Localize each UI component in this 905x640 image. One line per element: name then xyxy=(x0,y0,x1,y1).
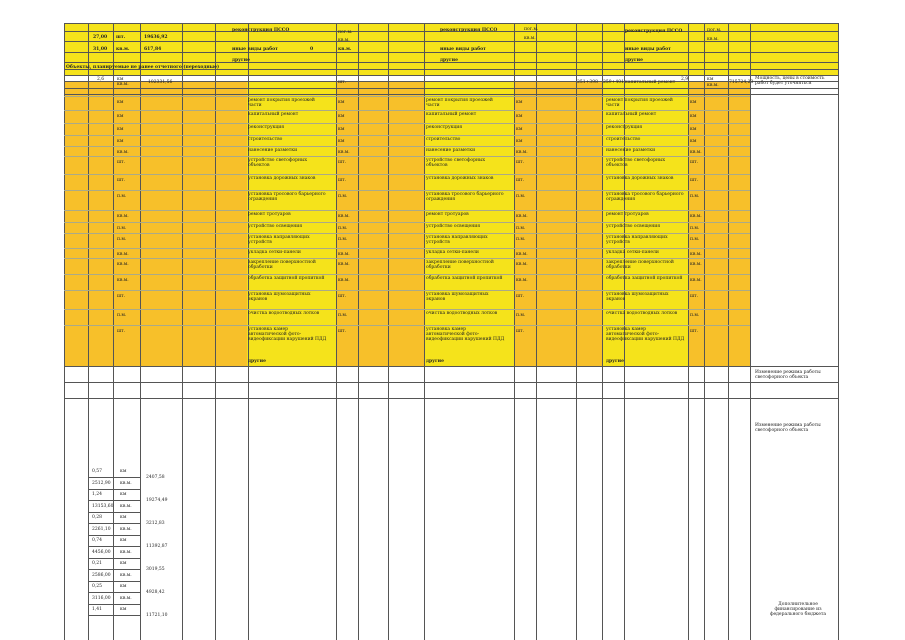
works-item-name: установка тросового барьерного ограждения xyxy=(426,192,504,202)
works-item-unit: км xyxy=(516,114,523,119)
works-left-unit: км xyxy=(117,100,124,105)
bottom-row-sep xyxy=(88,546,140,547)
works-item-unit: кв.м. xyxy=(338,262,350,267)
works-item-unit: кв.м. xyxy=(690,150,702,155)
grid-hline xyxy=(64,52,838,53)
works-item-name: нанесение разметки xyxy=(426,148,476,153)
grid-vline xyxy=(64,23,65,640)
works-left-unit: п.м. xyxy=(117,313,127,318)
works-item-name: реконструкция xyxy=(248,125,285,130)
works-item-unit: кв.м. xyxy=(690,278,702,283)
grid-vline xyxy=(358,23,359,640)
bottom-row-value: 4456,00 xyxy=(92,549,111,555)
bottom-row-cost: 4928,42 xyxy=(146,590,165,595)
bottom-row-value: 1,24 xyxy=(92,492,103,497)
grid-hline xyxy=(64,88,838,89)
grid-vline xyxy=(688,23,689,640)
works-row-sep xyxy=(64,190,750,191)
data-c5: 259+401 xyxy=(603,80,624,85)
row2-measure: 31,00 xyxy=(93,47,108,52)
works-item-unit: шт. xyxy=(690,294,699,299)
row2-work-a: иные виды работ xyxy=(232,47,278,52)
grid-hline xyxy=(64,23,838,24)
works-item-unit: п.м. xyxy=(338,237,348,242)
works-row-sep xyxy=(64,325,750,326)
bottom-row-value: 0,21 xyxy=(92,561,103,566)
bottom-row-unit: км xyxy=(120,538,127,543)
works-item-name: капитальный ремонт xyxy=(606,112,657,117)
works-item-unit: п.м. xyxy=(338,226,348,231)
works-item-unit: км xyxy=(338,139,345,144)
bottom-row-sep xyxy=(88,535,140,536)
bottom-row-value: 0,74 xyxy=(92,538,103,543)
bottom-row-sep xyxy=(88,581,140,582)
works-item-name: нанесение разметки xyxy=(248,148,298,153)
works-left-unit: п.м. xyxy=(117,237,127,242)
works-row-sep xyxy=(64,174,750,175)
works-item-unit: км xyxy=(690,114,697,119)
works-item-unit: км xyxy=(338,127,345,132)
works-item-unit: кв.м. xyxy=(338,214,350,219)
row1-unit-c2: кв.м. xyxy=(707,37,719,42)
works-item-name: капитальный ремонт xyxy=(248,112,299,117)
bottom-row-value: 0,57 xyxy=(92,469,103,474)
bottom-row-value: 0,25 xyxy=(92,584,103,589)
works-item-unit: кв.м. xyxy=(516,214,528,219)
works-item-name: установка камер автоматической фото-видеофиксации нарушений ПДД xyxy=(426,327,505,342)
works-left-unit: шт. xyxy=(117,160,126,165)
works-row-sep xyxy=(64,110,750,111)
data-c8: 715724,23 xyxy=(729,80,754,85)
bottom-row-sep xyxy=(88,489,140,490)
grid-vline xyxy=(88,23,89,640)
bottom-row-value: 13153,60 xyxy=(92,503,114,509)
row1-unit-b2: кв.м. xyxy=(524,36,536,41)
bottom-row-sep xyxy=(88,477,140,478)
works-item-unit: шт. xyxy=(516,178,525,183)
grid-hline xyxy=(64,366,838,367)
section-title: Объекты, планируемые не ранее отчетного (переходные) xyxy=(66,65,220,70)
works-left-unit: шт. xyxy=(117,178,126,183)
grid-vline xyxy=(336,23,337,640)
works-item-unit: шт. xyxy=(516,160,525,165)
works-row-sep xyxy=(64,248,750,249)
works-item-name: реконструкция xyxy=(606,125,643,130)
note-1: Изменение режима работы светофорного объекта xyxy=(755,370,821,380)
works-item-name: очистка водоотводных лотков xyxy=(606,311,678,316)
works-item-unit: шт. xyxy=(338,329,347,334)
bottom-row-sep xyxy=(88,558,140,559)
works-item-name: обработка защитной пропиткой xyxy=(606,276,683,281)
bottom-row-value: 2261,10 xyxy=(92,526,111,532)
works-item-unit: шт. xyxy=(690,178,699,183)
row3-other-a: другие xyxy=(232,58,250,63)
bottom-row-unit: кв.м. xyxy=(120,595,132,601)
works-row-sep xyxy=(64,146,750,147)
works-row-sep xyxy=(64,233,750,234)
grid-hline xyxy=(64,94,838,95)
works-item-unit: км xyxy=(690,139,697,144)
bottom-row-unit: км xyxy=(120,469,127,474)
works-item-unit: п.м. xyxy=(690,226,700,231)
works-item-unit: п.м. xyxy=(690,313,700,318)
works-row-sep xyxy=(64,309,750,310)
works-item-unit: кв.м. xyxy=(338,278,350,283)
grid-vline xyxy=(388,23,389,640)
data-c7: 2,9 xyxy=(681,77,689,82)
works-item-name: установка направляющих устройств xyxy=(606,235,668,245)
works-item-name: установка камер автоматической фото-видеофиксации нарушений ПДД xyxy=(248,327,327,342)
grid-vline xyxy=(750,23,751,640)
works-item-name: укладка сетки-панели xyxy=(248,250,301,255)
grid-hline xyxy=(64,81,838,82)
works-item-unit: км xyxy=(516,139,523,144)
works-item-name: установка тросового барьерного ограждения xyxy=(606,192,684,202)
works-item-name: установка дорожных знаков xyxy=(248,176,316,181)
works-item-name: установка дорожных знаков xyxy=(606,176,674,181)
works-item-unit: шт. xyxy=(690,160,699,165)
works-item-name: установка направляющих устройств xyxy=(426,235,488,245)
works-item-unit: км xyxy=(338,100,345,105)
works-item-unit: шт. xyxy=(338,294,347,299)
data-c1-unit2: кв.м. xyxy=(117,82,129,87)
bottom-row-value: 1,41 xyxy=(92,607,103,612)
bottom-row-sep xyxy=(88,569,140,570)
works-row-sep xyxy=(64,290,750,291)
data-c2: 102331,56 xyxy=(148,80,173,85)
works-left-unit: кв.м. xyxy=(117,278,129,283)
works-item-name: установка тросового барьерного ограждения xyxy=(248,192,326,202)
row1-unit-b: пог.м. xyxy=(524,27,539,32)
row3-other-b: другие xyxy=(440,58,458,63)
works-item-unit: п.м. xyxy=(516,313,526,318)
grid-vline xyxy=(838,23,839,640)
works-item-name: нанесение разметки xyxy=(606,148,656,153)
works-item-name: ремонт покрытия проезжей части xyxy=(426,98,493,108)
works-item-name: закрепление поверхностной обработки xyxy=(426,260,494,270)
works-item-name: установка камер автоматической фото-видеофиксации нарушений ПДД xyxy=(606,327,685,342)
works-item-name: установка шумозащитных экранов xyxy=(606,292,669,302)
data-c3-unit: шт. xyxy=(338,80,347,85)
bottom-row-unit: кв.м. xyxy=(120,503,132,509)
bottom-row-sep xyxy=(88,523,140,524)
works-item-name: очистка водоотводных лотков xyxy=(426,311,498,316)
bottom-row-unit: км xyxy=(120,607,127,612)
grid-vline xyxy=(514,23,515,640)
bottom-row-value: 2512,90 xyxy=(92,480,111,486)
bottom-row-unit: кв.м. xyxy=(120,572,132,578)
bottom-row-cost: 3019,55 xyxy=(146,567,165,572)
row1-work-a: реконструкция ПССО xyxy=(232,28,290,33)
works-left-unit: км xyxy=(117,139,124,144)
works-item-name: устройство освещения xyxy=(248,224,303,229)
works-row-sep xyxy=(64,258,750,259)
works-item-unit: п.м. xyxy=(338,194,348,199)
works-left-unit: км xyxy=(117,114,124,119)
data-c7-unit2: кв.м. xyxy=(707,83,719,88)
grid-vline xyxy=(424,23,425,640)
works-footer: другие xyxy=(248,359,266,364)
grid-hline xyxy=(64,75,838,76)
data-c4: 251+398 xyxy=(577,80,598,85)
row1-value: 19636,92 xyxy=(144,35,168,40)
row2-work-c: иные виды работ xyxy=(625,47,671,52)
works-item-name: ремонт тротуаров xyxy=(606,212,649,217)
works-row-sep xyxy=(64,156,750,157)
row1-work-b: реконструкция ПССО xyxy=(440,28,498,33)
works-footer: другие xyxy=(426,359,444,364)
row1-unit-c: пог.м. xyxy=(707,28,722,33)
row3-other-c: другие xyxy=(625,58,643,63)
works-item-unit: кв.м. xyxy=(516,262,528,267)
bottom-row-cost: 19274,49 xyxy=(146,498,168,503)
works-item-name: укладка сетки-панели xyxy=(606,250,659,255)
data-c1-unit: км xyxy=(117,77,124,82)
works-item-name: ремонт покрытия проезжей части xyxy=(248,98,315,108)
works-item-name: установка направляющих устройств xyxy=(248,235,310,245)
bottom-row-unit: кв.м. xyxy=(120,549,132,555)
works-row-sep xyxy=(64,210,750,211)
works-item-name: ремонт тротуаров xyxy=(426,212,469,217)
grid-vline xyxy=(576,23,577,640)
works-left-unit: кв.м. xyxy=(117,150,129,155)
works-row-sep xyxy=(64,123,750,124)
works-item-name: укладка сетки-панели xyxy=(426,250,479,255)
works-item-name: закрепление поверхностной обработки xyxy=(248,260,316,270)
works-item-unit: кв.м. xyxy=(690,252,702,257)
bottom-row-unit: кв.м. xyxy=(120,526,132,532)
grid-vline xyxy=(536,23,537,640)
works-item-name: ремонт тротуаров xyxy=(248,212,291,217)
works-item-name: строительство xyxy=(426,137,461,142)
grid-vline xyxy=(728,23,729,640)
works-item-unit: км xyxy=(690,127,697,132)
works-item-unit: п.м. xyxy=(338,313,348,318)
works-item-name: установка шумозащитных экранов xyxy=(426,292,489,302)
works-item-unit: км xyxy=(516,127,523,132)
bottom-row-cost: 11721,10 xyxy=(146,613,168,618)
row1-unit-a2: кв.м. xyxy=(338,38,350,43)
works-item-name: устройство освещения xyxy=(426,224,481,229)
works-row-sep xyxy=(64,274,750,275)
works-item-name: устройство светофорных объектов xyxy=(606,158,666,168)
grid-vline xyxy=(215,23,216,640)
works-item-unit: км xyxy=(338,114,345,119)
works-left-unit: кв.м. xyxy=(117,262,129,267)
bottom-row-unit: км xyxy=(120,584,127,589)
works-left-unit: шт. xyxy=(117,329,126,334)
works-item-name: устройство освещения xyxy=(606,224,661,229)
works-item-name: закрепление поверхностной обработки xyxy=(606,260,674,270)
works-item-name: капитальный ремонт xyxy=(426,112,477,117)
works-left-unit: п.м. xyxy=(117,226,127,231)
works-footer: другие xyxy=(606,359,624,364)
data-note: Мощность, цены в стоимость работ будет уточняться xyxy=(755,76,825,86)
works-item-unit: п.м. xyxy=(690,194,700,199)
bottom-row-unit: км xyxy=(120,561,127,566)
data-c1: 2,6 xyxy=(97,77,105,82)
works-item-name: установка шумозащитных экранов xyxy=(248,292,311,302)
works-row-sep xyxy=(64,222,750,223)
row2-num-a: 0 xyxy=(310,47,314,52)
works-item-name: установка дорожных знаков xyxy=(426,176,494,181)
works-item-unit: шт. xyxy=(338,178,347,183)
works-item-name: строительство xyxy=(248,137,283,142)
bottom-row-sep xyxy=(88,512,140,513)
works-item-name: обработка защитной пропиткой xyxy=(248,276,325,281)
works-item-name: строительство xyxy=(606,137,641,142)
bottom-row-sep xyxy=(88,592,140,593)
bottom-row-cost: 11392,87 xyxy=(146,544,168,549)
row2-unit-a: кв.м. xyxy=(338,47,352,52)
works-item-unit: шт. xyxy=(516,329,525,334)
bottom-row-unit: кв.м. xyxy=(120,480,132,486)
works-item-unit: кв.м. xyxy=(690,262,702,267)
row1-unit: шт. xyxy=(116,35,126,40)
grid-hline xyxy=(64,382,838,383)
works-item-unit: п.м. xyxy=(516,237,526,242)
row1-unit-a: пог.м. xyxy=(338,30,353,35)
data-c6: капитальный ремонт xyxy=(625,80,676,85)
works-item-unit: кв.м. xyxy=(338,252,350,257)
data-c7-unit: км xyxy=(707,77,714,82)
works-item-unit: кв.м. xyxy=(690,214,702,219)
works-left-unit: шт. xyxy=(117,294,126,299)
bottom-row-value: 3116,00 xyxy=(92,595,111,601)
works-left-unit: кв.м. xyxy=(117,214,129,219)
works-item-unit: км xyxy=(516,100,523,105)
grid-vline xyxy=(602,23,603,640)
row2-value: 617,84 xyxy=(144,47,162,52)
bottom-row-sep xyxy=(88,500,140,501)
grid-vline xyxy=(704,23,705,640)
note-3: Дополнительное финансирование из федерального бюджета xyxy=(769,602,827,617)
bottom-row-unit: км xyxy=(120,515,127,520)
bottom-row-value: 0,28 xyxy=(92,515,103,520)
works-item-unit: шт. xyxy=(338,160,347,165)
works-left-unit: п.м. xyxy=(117,194,127,199)
works-item-name: ремонт покрытия проезжей части xyxy=(606,98,673,108)
bottom-row-cost: 3212,83 xyxy=(146,521,165,526)
works-item-name: обработка защитной пропиткой xyxy=(426,276,503,281)
bottom-row-cost: 2407,58 xyxy=(146,475,165,480)
works-left-unit: км xyxy=(117,127,124,132)
works-item-unit: шт. xyxy=(690,329,699,334)
grid-vline xyxy=(182,23,183,640)
grid-hline xyxy=(64,398,838,399)
works-item-unit: п.м. xyxy=(516,194,526,199)
grid-vline xyxy=(113,23,114,640)
row2-work-b: иные виды работ xyxy=(440,47,486,52)
works-left-unit: кв.м. xyxy=(117,252,129,257)
works-item-unit: шт. xyxy=(516,294,525,299)
bottom-row-sep xyxy=(88,604,140,605)
works-item-unit: км xyxy=(690,100,697,105)
grid-hline xyxy=(64,41,838,42)
row2-unit: кв.м. xyxy=(116,47,130,52)
works-item-name: очистка водоотводных лотков xyxy=(248,311,320,316)
works-item-unit: п.м. xyxy=(690,237,700,242)
works-item-unit: кв.м. xyxy=(516,252,528,257)
works-row-sep xyxy=(64,135,750,136)
bottom-row-sep xyxy=(88,615,140,616)
bottom-row-unit: км xyxy=(120,492,127,497)
note-2: Изменение режима работы светофорного объекта xyxy=(755,423,821,433)
bottom-row-value: 2586,00 xyxy=(92,572,111,578)
works-item-unit: кв.м. xyxy=(516,278,528,283)
works-item-unit: кв.м. xyxy=(338,150,350,155)
works-item-unit: п.м. xyxy=(516,226,526,231)
works-item-name: реконструкция xyxy=(426,125,463,130)
grid-vline xyxy=(140,23,141,640)
works-item-name: устройство светофорных объектов xyxy=(248,158,308,168)
works-item-unit: кв.м. xyxy=(516,150,528,155)
row1-measure: 27,00 xyxy=(93,35,108,40)
row1-work-c: реконструкция ПССО xyxy=(625,29,683,34)
works-row-sep xyxy=(64,96,750,97)
works-item-name: устройство светофорных объектов xyxy=(426,158,486,168)
